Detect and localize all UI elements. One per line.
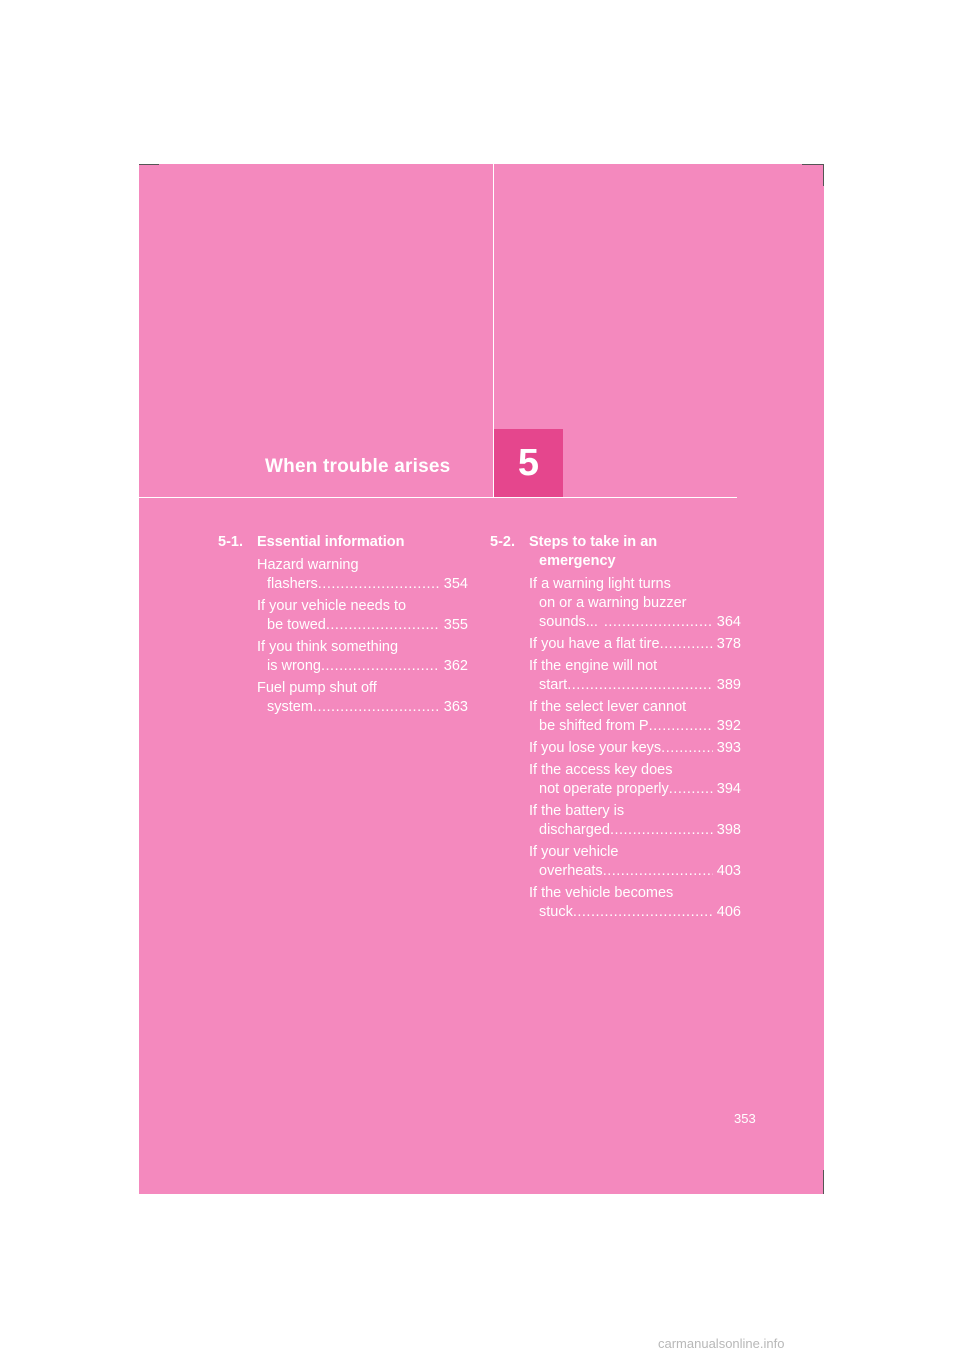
entry-last-line [529, 717, 741, 736]
toc-entry-towed[interactable] [257, 597, 468, 635]
entry-text: start [539, 677, 568, 693]
toc-entry-battery[interactable] [529, 802, 741, 840]
section-title: Essential information [257, 534, 405, 550]
toc-section-5-1 [218, 533, 468, 720]
leader-dots [649, 717, 713, 736]
leader-dots [313, 698, 440, 717]
page-ref: 406 [716, 904, 741, 920]
entry-text: If the engine will not [529, 658, 658, 674]
leader-dots [610, 821, 713, 840]
page-ref: 355 [443, 617, 468, 633]
toc-entry-hazard-warning[interactable] [257, 556, 468, 594]
leader-dots [318, 575, 440, 594]
leader-dots [567, 676, 713, 695]
toc-entry-stuck[interactable] [529, 884, 741, 922]
section-number: 5-2. [490, 534, 515, 550]
section-title: Steps to take in an [529, 534, 658, 550]
entry-text: If the access key does [529, 762, 673, 778]
entry-text: If your vehicle needs to [257, 598, 407, 614]
entry-text: sounds... [539, 614, 598, 630]
toc-entry-something-wrong[interactable] [257, 638, 468, 676]
leader-dots [321, 657, 440, 676]
page-ref: 362 [443, 658, 468, 674]
crop-mark-top-right [802, 164, 824, 165]
leader-dots [326, 616, 440, 635]
toc-entry-flat-tire[interactable] [529, 635, 741, 654]
entry-last-line [529, 613, 741, 632]
page-ref: 398 [716, 822, 741, 838]
entry-last-line [529, 903, 741, 922]
toc-entry-overheats[interactable] [529, 843, 741, 881]
page-ref: 392 [716, 718, 741, 734]
leader-dots [669, 780, 713, 799]
page-ref: 354 [443, 576, 468, 592]
section-number: 5-1. [218, 534, 243, 550]
entry-text: If you think something [257, 639, 399, 655]
leader-dots [661, 739, 713, 758]
entry-last-line [257, 616, 468, 635]
entry-text: If you have a flat tire [529, 636, 660, 652]
chapter-number-tab [494, 429, 563, 497]
page-ref: 389 [716, 677, 741, 693]
entry-last-line [529, 862, 741, 881]
entry-last-line [257, 575, 468, 594]
entry-text: be shifted from P [539, 718, 649, 734]
entry-last-line [257, 657, 468, 676]
leader-dots [660, 635, 713, 654]
leader-dots [573, 903, 713, 922]
entry-text: If the select lever cannot [529, 699, 687, 715]
entry-text: If your vehicle [529, 844, 619, 860]
entry-text: overheats [539, 863, 603, 879]
section-heading [218, 533, 468, 552]
entry-text: If you lose your keys [529, 740, 662, 756]
entry-text: If the vehicle becomes [529, 885, 674, 901]
page-ref: 363 [443, 699, 468, 715]
entry-text: be towed [267, 617, 326, 633]
page-number: 353 [734, 1111, 756, 1126]
toc-entry-warning-light[interactable] [529, 575, 741, 632]
page-ref: 364 [716, 614, 741, 630]
page-ref: 403 [716, 863, 741, 879]
leader-dots [598, 613, 713, 632]
entry-text: Fuel pump shut off [257, 680, 377, 696]
entry-text: If the battery is [529, 803, 625, 819]
page-ref: 378 [716, 636, 741, 652]
page-ref: 394 [716, 781, 741, 797]
leader-dots [603, 862, 713, 881]
toc-entry-select-lever[interactable] [529, 698, 741, 736]
entry-text: Hazard warning [257, 557, 359, 573]
entry-text: system [267, 699, 313, 715]
chapter-title: When trouble arises [265, 456, 451, 477]
entry-single-line [529, 739, 741, 758]
entry-text: not operate properly [539, 781, 669, 797]
entry-text: on or a warning buzzer [539, 595, 687, 611]
crop-mark-right-bottom [823, 1170, 824, 1194]
chapter-number: 5 [517, 441, 540, 484]
watermark: carmanualsonline.info [658, 1336, 785, 1351]
entry-last-line [257, 698, 468, 717]
entry-last-line [529, 676, 741, 695]
entry-text: discharged [539, 822, 610, 838]
entry-text: stuck [539, 904, 573, 920]
toc-entry-fuel-pump[interactable] [257, 679, 468, 717]
divider-horizontal [139, 497, 737, 498]
page-ref: 393 [716, 740, 741, 756]
entry-text: is wrong [267, 658, 321, 674]
toc-entry-engine-not-start[interactable] [529, 657, 741, 695]
entry-text: If a warning light turns [529, 576, 671, 592]
entry-single-line [529, 635, 741, 654]
crop-mark-right-top [823, 164, 824, 186]
toc-entry-access-key[interactable] [529, 761, 741, 799]
section-title-continued: emergency [539, 553, 616, 569]
toc-section-5-2 [490, 533, 741, 925]
entry-last-line [529, 780, 741, 799]
section-heading [490, 533, 741, 571]
entry-last-line [529, 821, 741, 840]
toc-entry-lose-keys[interactable] [529, 739, 741, 758]
entry-text: flashers [267, 576, 318, 592]
crop-mark-top-left [139, 164, 159, 165]
